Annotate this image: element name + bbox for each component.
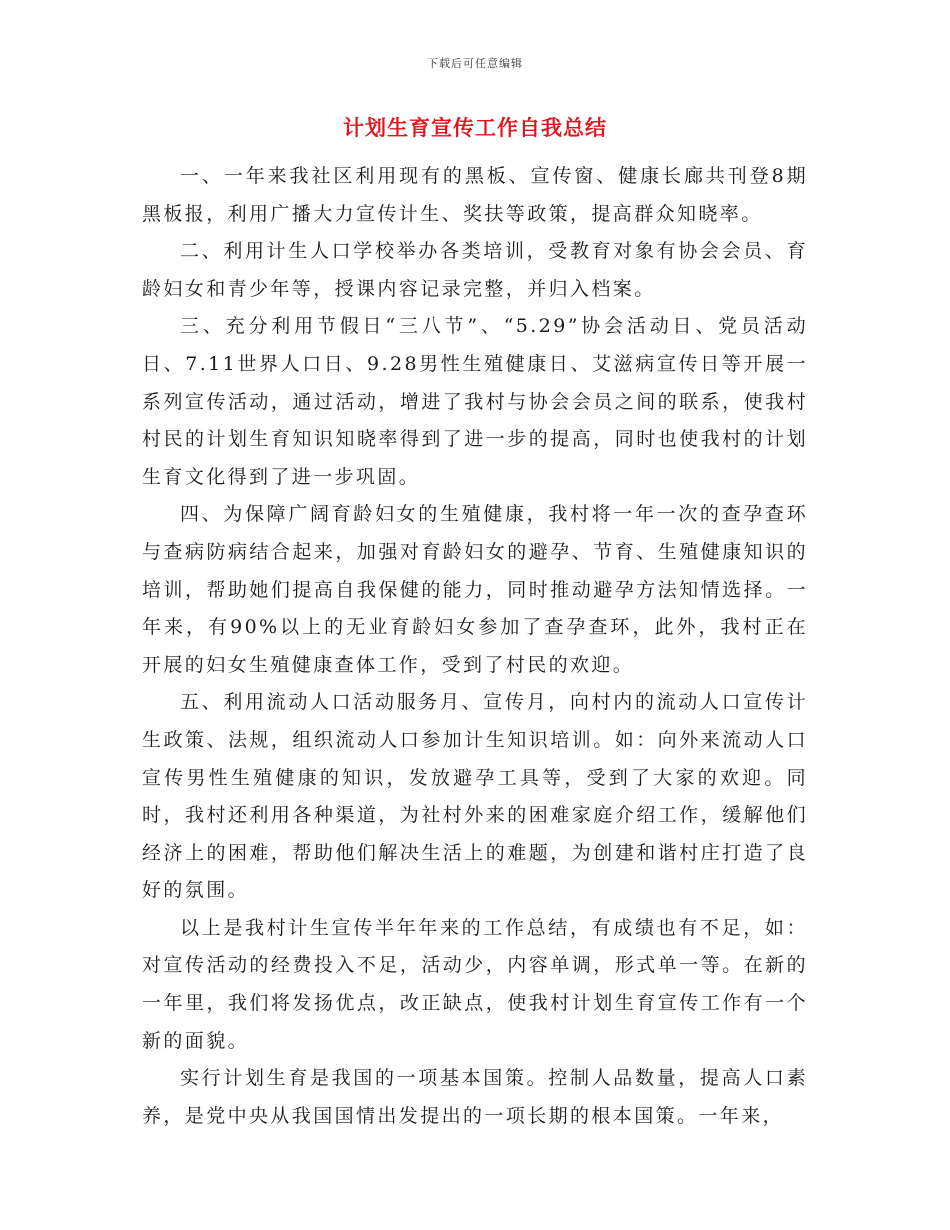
paragraph-1: 一、一年来我社区利用现有的黑板、宣传窗、健康长廊共刊登8期黑板报，利用广播大力宣传计生、奖扶等政策，提高群众知晓率。 (142, 165, 808, 225)
paragraph-7: 实行计划生育是我国的一项基本国策。控制人品数量，提高人口素养，是党中央从我国国情出发提出的一项长期的根本国策。一年来， (142, 1067, 808, 1127)
document-title: 计划生育宣传工作自我总结 (343, 116, 607, 140)
paragraph-5: 五、利用流动人口活动服务月、宣传月，向村内的流动人口宣传计生政策、法规，组织流动人口参加计生知识培训。如：向外来流动人口宣传男性生殖健康的知识，发放避孕工具等，受到了大家的欢迎。同时，我村还利用各种渠道，为社村外来的困难家庭介绍工作，缓解他们经济上的困难，帮助他们解决生活上的难题，为创建和谐村庄打造了良好的氛围。 (142, 691, 808, 902)
header-note: 下载后可任意编辑 (427, 57, 523, 70)
document-body (142, 158, 808, 1135)
paragraph-2: 二、利用计生人口学校举办各类培训，受教育对象有协会会员、育龄妇女和青少年等，授课内容记录完整，并归入档案。 (142, 240, 808, 300)
paragraph-6: 以上是我村计生宣传半年年来的工作总结，有成绩也有不足，如：对宣传活动的经费投入不足，活动少，内容单调，形式单一等。在新的一年里，我们将发扬优点，改正缺点，使我村计划生育宣传工作有一个新的面貌。 (142, 916, 808, 1052)
paragraph-3: 三、充分利用节假日“三八节”、“5.29”协会活动日、党员活动日、7.11世界人口日、9.28男性生殖健康日、艾滋病宣传日等开展一系列宣传活动，通过活动，增进了我村与协会会员之间的联系，使我村村民的计划生育知识知晓率得到了进一步的提高，同时也使我村的计划生育文化得到了进一步巩固。 (142, 315, 808, 488)
paragraph-4: 四、为保障广阔育龄妇女的生殖健康，我村将一年一次的查孕查环与查病防病结合起来，加强对育龄妇女的避孕、节育、生殖健康知识的培训，帮助她们提高自我保健的能力，同时推动避孕方法知情选择。一年来，有90%以上的无业育龄妇女参加了查孕查环，此外，我村正在开展的妇女生殖健康查体工作，受到了村民的欢迎。 (142, 503, 808, 676)
